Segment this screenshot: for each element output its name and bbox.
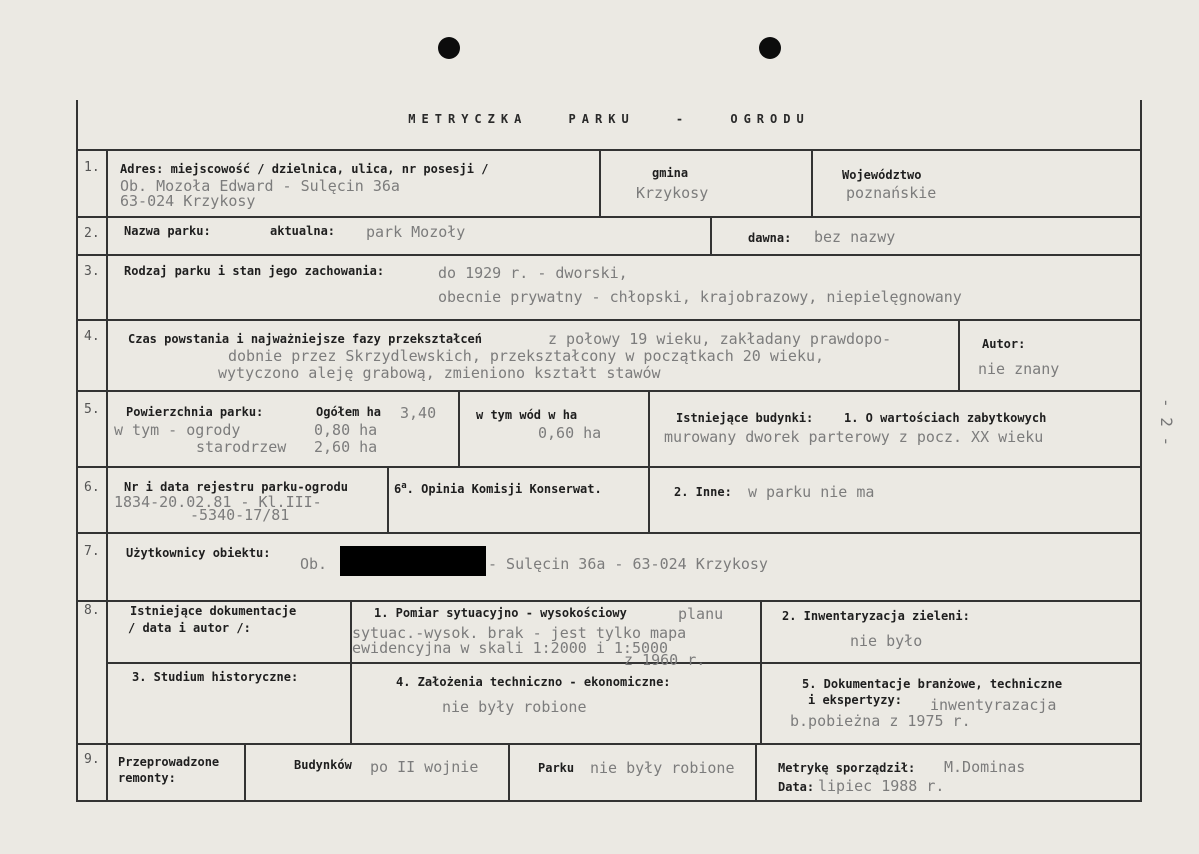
rule [78,319,1140,321]
divider [387,466,389,532]
buildings-heritage-label: 1. O wartościach zabytkowych [844,411,1047,425]
area-incl-label: w tym - ogrody [114,421,241,439]
area-total-label: Ogółem ha [316,405,382,419]
page-marker: - 2 - [1157,398,1176,447]
area-total-value: 3,40 [400,404,437,422]
voivodeship-label: Województwo [842,168,922,182]
redacted-name [340,546,486,576]
divider [811,149,813,216]
park-type-label: Rodzaj parku i stan jego zachowania: [124,264,385,278]
opinion-text: . Opinia Komisji Konserwat. [406,482,602,496]
users-label: Użytkownicy obiektu: [126,546,271,560]
gmina-value: Krzykosy [636,184,709,202]
former-name-value: bez nazwy [814,228,896,246]
author-label: Autor: [982,337,1026,351]
buildings-repairs-label: Budynków [294,758,352,772]
survey-value-2: sytuac.-wysok. brak - jest tylko mapa [352,624,687,642]
register-label: Nr i data rejestru parku-ogrodu [124,480,348,494]
divider [755,743,757,800]
current-name-label: aktualna: [270,224,336,238]
rule [78,743,1140,745]
users-value-suffix: - Sulęcin 36a - 63-024 Krzykosy [488,555,768,573]
author-value: nie znany [978,360,1060,378]
row-number: 5. [84,402,100,417]
rule [78,216,1140,218]
opinion-label [394,481,602,496]
old-trees-value: 2,60 ha [314,438,378,456]
tech-econ-value: nie były robione [442,698,587,716]
rule [78,390,1140,392]
users-value-prefix: Ob. [300,555,328,573]
park-name-label: Nazwa parku: [124,224,211,238]
history-study-label: 3. Studium historyczne: [132,670,299,684]
area-label: Powierzchnia parku: [126,405,264,419]
gmina-label: gmina [652,166,689,180]
gardens-value: 0,80 ha [314,421,378,439]
park-repairs-label: Parku [538,761,575,775]
row-number: 4. [84,329,100,344]
buildings-value: murowany dworek parterowy z pocz. XX wieku [664,428,1044,446]
date-label: Data: [778,780,815,794]
divider [648,390,650,466]
old-trees-label: starodrzew [196,438,287,456]
history-phases-value-line2: dobnie przez Skrzydlewskich, przekształcony w początkach 20 wieku, [228,347,825,365]
row-number: 9. [84,752,100,767]
divider [244,743,246,800]
survey-value-4: z 1960 r. [624,651,706,669]
repairs-label-1: Przeprowadzone [118,755,220,769]
opinion-superscript: a [401,481,407,491]
address-value-line1: Ob. Mozoła Edward - Sulęcin 36a [120,177,400,195]
opinion-number: 6 [394,482,402,496]
buildings-label: Istniejące budynki: [676,411,814,425]
compiled-by-value: M.Dominas [944,758,1026,776]
branch-docs-label-1: 5. Dokumentacje branżowe, techniczne [802,677,1063,691]
rule [78,254,1140,256]
row-number: 3. [84,264,100,279]
divider [760,600,762,743]
address-value-line2: 63-024 Krzykosy [120,192,256,210]
water-label: w tym wód w ha [476,408,578,422]
water-value: 0,60 ha [538,424,602,442]
register-value-line1: 1834-20.02.81 - Kl.III- [114,493,322,511]
register-value-line2: -5340-17/81 [190,506,290,524]
row-number: 7. [84,544,100,559]
number-column-divider [106,149,108,800]
compiled-by-label: Metrykę sporządził: [778,761,916,775]
current-name-value: park Mozoły [366,223,466,241]
divider [508,743,510,800]
branch-docs-value-1: inwentyrazacja [930,696,1057,714]
address-label: Adres: miejscowość / dzielnica, ulica, nr posesji / [120,162,489,176]
history-phases-value-line1: z połowy 19 wieku, zakładany prawdopo- [548,330,892,348]
rule [78,466,1140,468]
former-name-label: dawna: [748,231,792,245]
park-record-form [76,100,1142,802]
repairs-label-2: remonty: [118,771,176,785]
park-repairs-value: nie były robione [590,759,735,777]
other-label: 2. Inne: [674,485,732,499]
rule [78,532,1140,534]
binder-hole-left [438,37,460,59]
divider [599,149,601,216]
voivodeship-value: poznańskie [846,184,937,202]
park-type-value-line2: obecnie prywatny - chłopski, krajobrazowy, niepielęgnowany [438,288,962,306]
inventory-value: nie było [850,632,923,650]
divider [350,600,352,743]
date-value: lipiec 1988 r. [818,777,945,795]
row-number: 1. [84,160,100,175]
survey-value-3: ewidencyjna w skali 1:2000 i 1:5000 [352,639,669,657]
rule [78,600,1140,602]
tech-econ-label: 4. Założenia techniczno - ekonomiczne: [396,675,671,689]
buildings-repairs-value: po II wojnie [370,758,479,776]
row-number: 8. [84,603,100,618]
divider [458,390,460,466]
docs-label-line2: / data i autor /: [128,621,251,635]
survey-label: 1. Pomiar sytuacyjno - wysokościowy [374,606,627,620]
inventory-label: 2. Inwentaryzacja zieleni: [782,609,970,623]
survey-value-1: planu [678,605,724,623]
rule [78,149,1140,151]
row-number: 6. [84,480,100,495]
history-phases-label: Czas powstania i najważniejsze fazy przekształceń [128,332,483,346]
branch-docs-value-2: b.pobieżna z 1975 r. [790,712,971,730]
divider [958,319,960,390]
divider [710,216,712,254]
history-phases-value-line3: wytyczono aleję grabową, zmieniono kształt stawów [218,364,661,382]
form-title: METRYCZKA PARKU - OGRODU [408,112,810,126]
other-value: w parku nie ma [748,483,875,501]
branch-docs-label-2: i ekspertyzy: [808,693,902,707]
divider [648,466,650,532]
docs-label-line1: Istniejące dokumentacje [130,604,297,618]
row-number: 2. [84,226,100,241]
park-type-value-line1: do 1929 r. - dworski, [438,264,628,282]
binder-hole-right [759,37,781,59]
